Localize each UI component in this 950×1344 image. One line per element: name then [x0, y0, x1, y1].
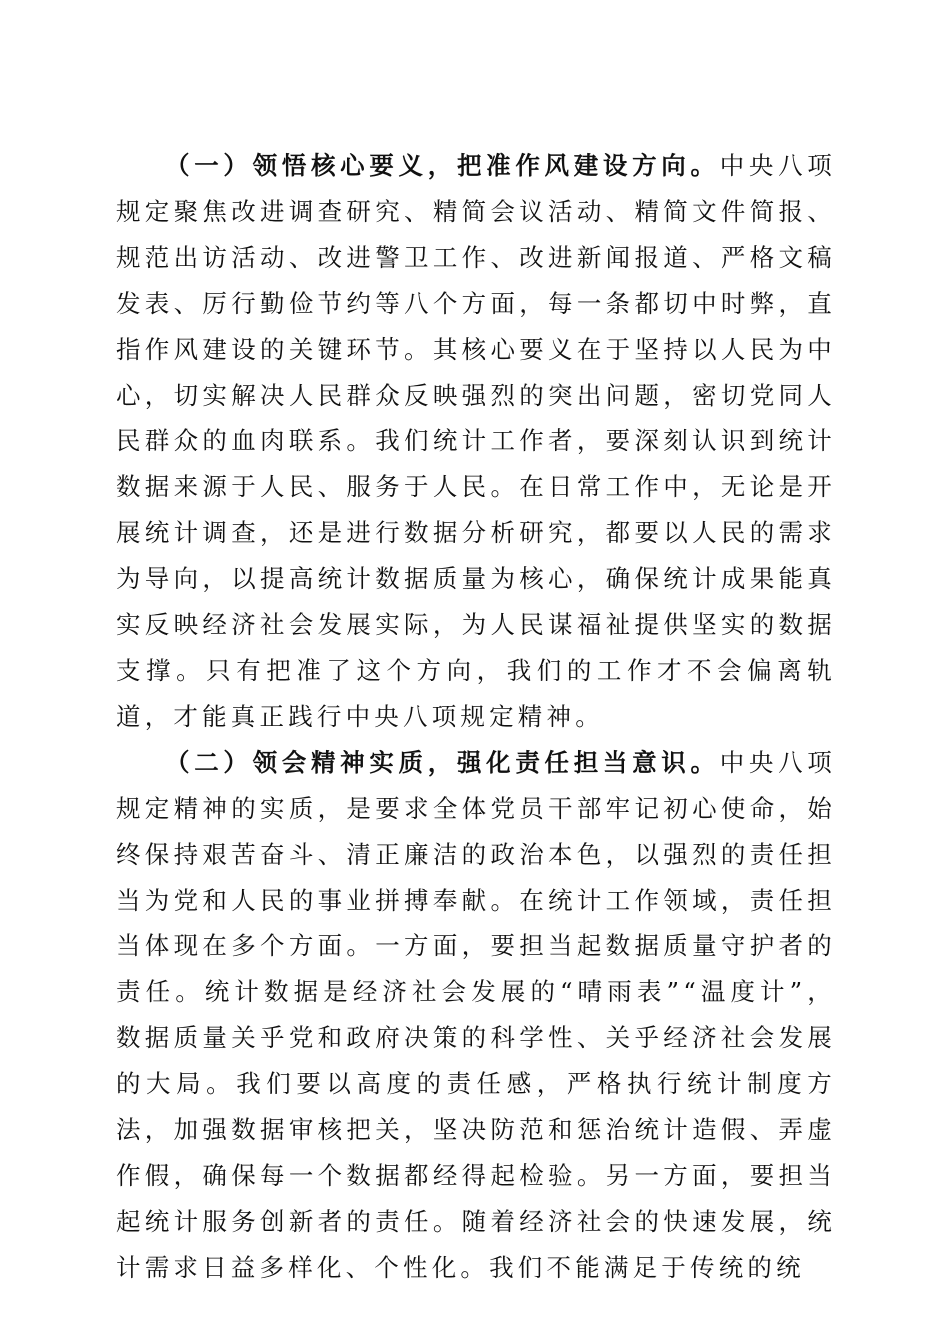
paragraph-1 — [116, 143, 836, 740]
paragraph-1-heading: （一）领悟核心要义，把准作风建设方向。 — [165, 151, 720, 180]
document-body — [116, 143, 836, 1291]
paragraph-1-text: 中央八项规定聚焦改进调查研究、精简会议活动、精简文件简报、规范出访活动、改进警卫工作、改进新闻报道、严格文稿发表、厉行勤俭节约等八个方面，每一条都切中时弊，直指作风建设的关键环节。其核心要义在于坚持以人民为中心，切实解决人民群众反映强烈的突出问题，密切党同人民群众的血肉联系。我们统计工作者，要深刻认识到统计数据来源于人民、服务于人民。在日常工作中，无论是开展统计调查，还是进行数据分析研究，都要以人民的需求为导向，以提高统计数据质量为核心，确保统计成果能真实反映经济社会发展实际，为人民谋福祉提供坚实的数据支撑。只有把准了这个方向，我们的工作才不会偏离轨道，才能真正践行中央八项规定精神。 — [116, 151, 836, 731]
paragraph-2-heading: （二）领会精神实质，强化责任担当意识。 — [165, 747, 720, 777]
paragraph-2 — [116, 740, 836, 1291]
paragraph-2-text: 中央八项规定精神的实质，是要求全体党员干部牢记初心使命，始终保持艰苦奋斗、清正廉洁的政治本色，以强烈的责任担当为党和人民的事业拼搏奉献。在统计工作领域，责任担当体现在多个方面。一方面，要担当起数据质量守护者的责任。统计数据是经济社会发展的“晴雨表”“温度计”，数据质量关乎党和政府决策的科学性、关乎经济社会发展的大局。我们要以高度的责任感，严格执行统计制度方法，加强数据审核把关，坚决防范和惩治统计造假、弄虚作假，确保每一个数据都经得起检验。另一方面，要担当起统计服务创新者的责任。随着经济社会的快速发展，统计需求日益多样化、个性化。我们不能满足于传统的统 — [116, 747, 836, 1282]
